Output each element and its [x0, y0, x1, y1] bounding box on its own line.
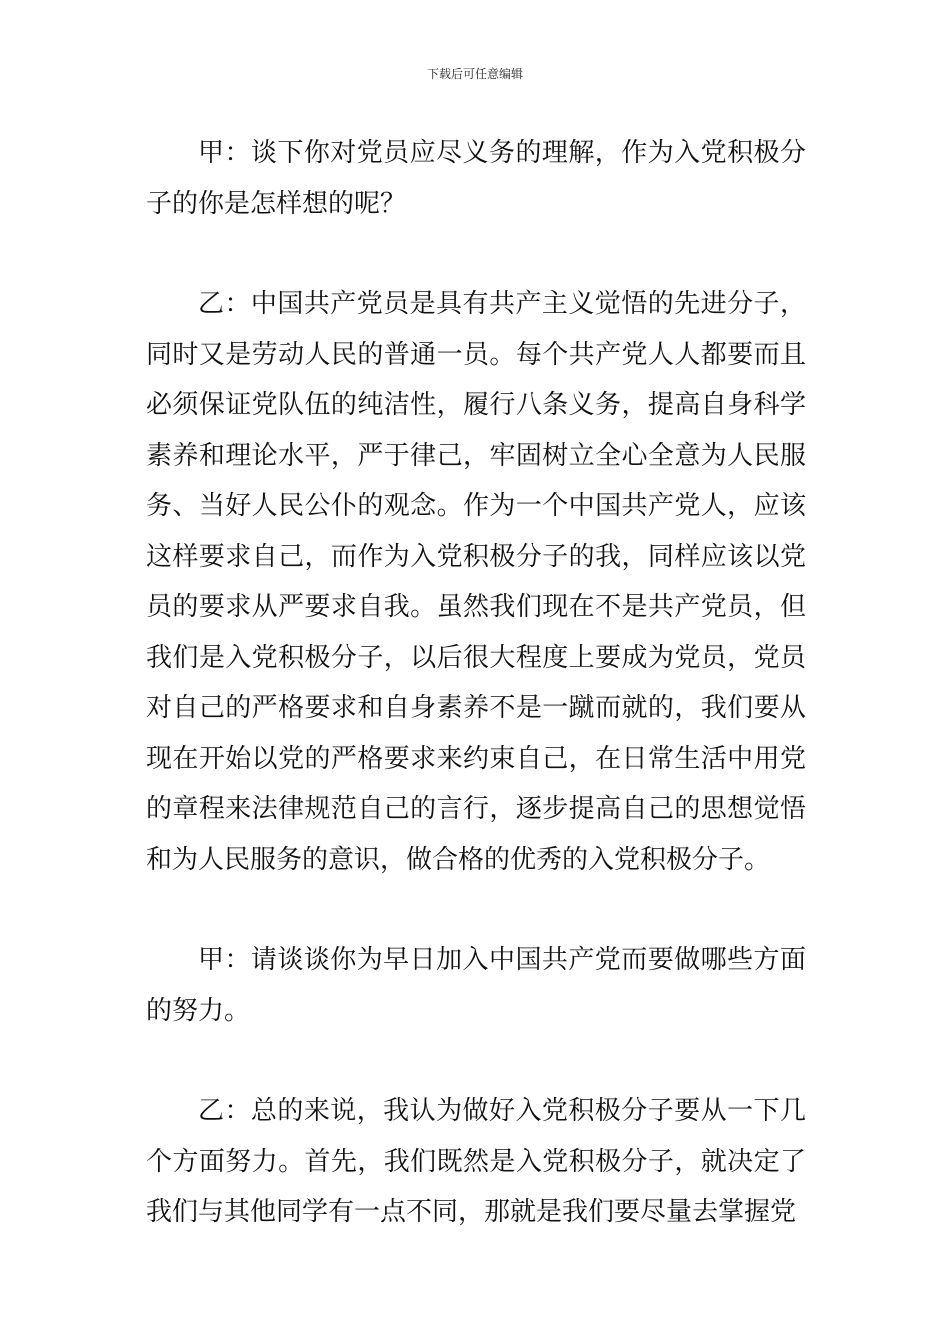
paragraph-answer-2: 乙：总的来说，我认为做好入党积极分子要从一下几个方面努力。首先，我们既然是入党积极分子，就决定了我们与其他同学有一点不同，那就是我们要尽量去掌握党: [146, 1096, 806, 1227]
paragraph-answer-1: 乙：中国共产党员是具有共产主义觉悟的先进分子，同时又是劳动人民的普通一员。每个共产党人人都要而且必须保证党队伍的纯洁性，履行八条义务，提高自身科学素养和理论水平，严于律己，牢固树立全心全意为人民服务、当好人民公仆的观念。作为一个中国共产党人，应该这样要求自己，而作为入党积极分子的我，同样应该以党员的要求从严要求自我。虽然我们现在不是共产党员，但我们是入党积极分子，以后很大程度上要成为党员，党员对自己的严格要求和自身素养不是一蹴而就的，我们要从现在开始以党的严格要求来约束自己，在日常生活中用党的章程来法律规范自己的言行，逐步提高自己的思想觉悟和为人民服务的意识，做合格的优秀的入党积极分子。: [146, 289, 806, 875]
page-header: 下载后可任意编辑: [426, 67, 523, 81]
paragraph-question-1: 甲：谈下你对党员应尽义务的理解，作为入党积极分子的你是怎样想的呢？: [146, 138, 806, 219]
document-body: [146, 128, 806, 1238]
paragraph-question-2: 甲：请谈谈你为早日加入中国共产党而要做哪些方面的努力。: [146, 945, 806, 1026]
